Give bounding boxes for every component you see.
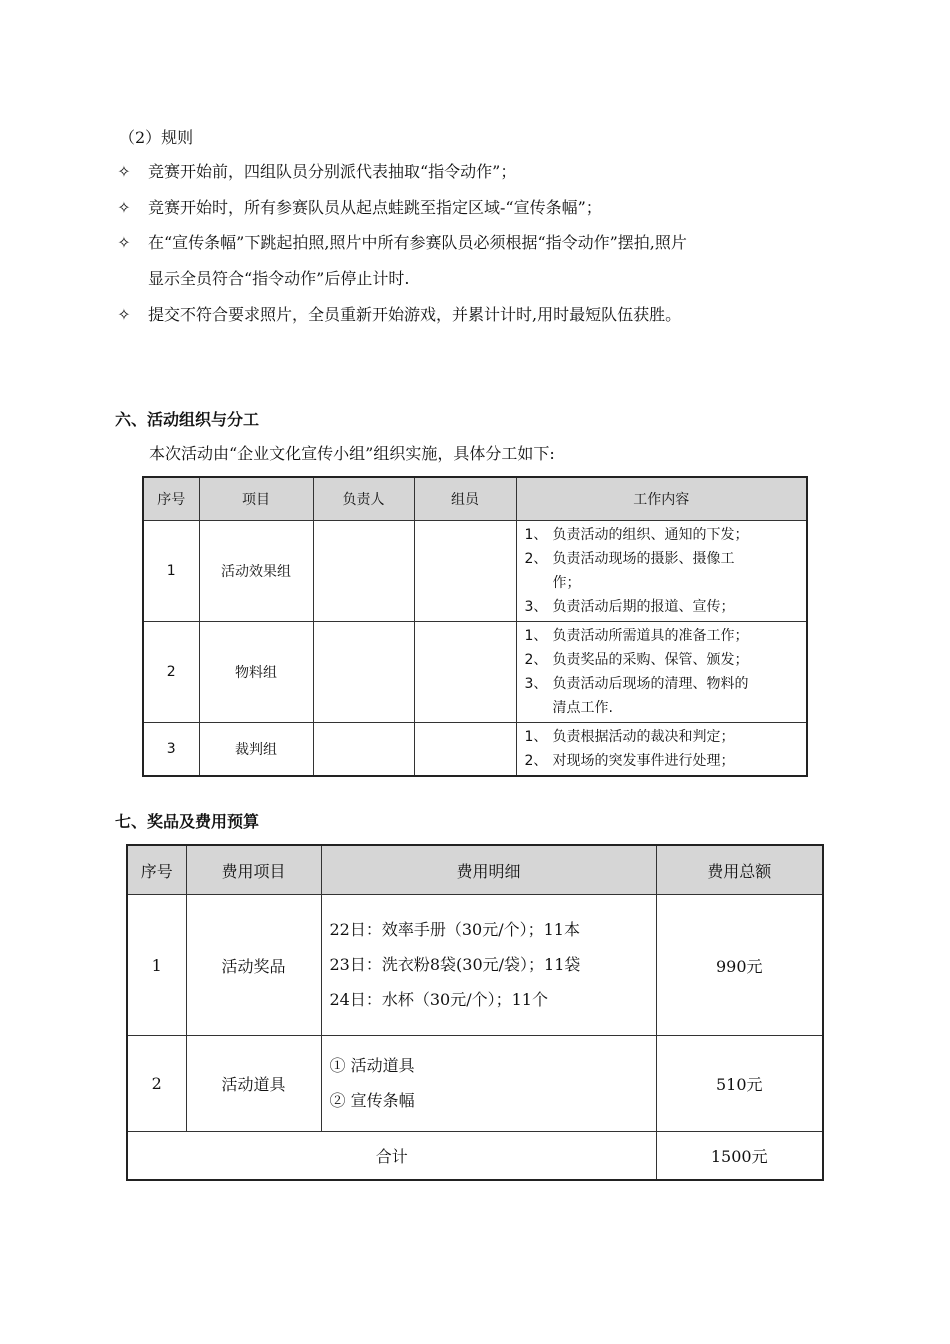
duty-item: 3、 负责活动后现场的清理、物料的 清点工作. [524, 676, 749, 716]
group-name: 裁判组 [199, 723, 313, 777]
sum-total: 1500元 [656, 1132, 823, 1180]
row-number: 2 [127, 1036, 186, 1132]
detail-line: 22日：效率手册（30元/个）；11本 [329, 920, 580, 939]
table-row [143, 521, 807, 622]
detail-line: 24日：水杯（30元/个）；11个 [329, 990, 548, 1009]
row-number: 1 [143, 521, 199, 622]
duty-item: 2、 负责奖品的采购、保管、颁发； [524, 652, 749, 668]
col-header: 组员 [414, 477, 516, 521]
duties-cell [516, 622, 807, 723]
duty-item: 2、 负责活动现场的摄影、摄像工 作； [524, 551, 735, 591]
col-header: 序号 [143, 477, 199, 521]
duty-item: 3、 负责活动后期的报道、宣传； [524, 599, 735, 615]
members-cell [414, 723, 516, 777]
expense-details [321, 1036, 656, 1132]
rule-text: 提交不符合要求照片，全员重新开始游戏，并累计计时,用时最短队伍获胜。 [148, 305, 682, 324]
row-number: 1 [127, 895, 186, 1036]
diamond-bullet-icon: ✧ [117, 198, 131, 217]
rule-text-continuation: 显示全员符合“指令动作”后停止计时. [148, 269, 410, 288]
diamond-bullet-icon: ✧ [117, 305, 131, 324]
duty-item: 1、 负责活动所需道具的准备工作； [524, 628, 749, 644]
table-row [143, 622, 807, 723]
expense-details [321, 895, 656, 1036]
col-header: 项目 [199, 477, 313, 521]
section7-heading: 七、奖品及费用预算 [115, 812, 260, 831]
col-header: 费用明细 [321, 845, 656, 895]
table-row [127, 1036, 823, 1132]
section6-intro: 本次活动由“企业文化宣传小组”组织实施，具体分工如下: [149, 444, 555, 463]
duty-item: 2、 对现场的突发事件进行处理； [524, 753, 735, 769]
budget-table [126, 844, 824, 1181]
table-header-row [127, 845, 823, 895]
section6-heading: 六、活动组织与分工 [115, 410, 260, 429]
group-name: 物料组 [199, 622, 313, 723]
detail-line: ① 活动道具 [329, 1056, 415, 1075]
diamond-bullet-icon: ✧ [117, 162, 131, 181]
members-cell [414, 521, 516, 622]
duties-cell [516, 723, 807, 777]
rule-text: 竞赛开始时，所有参赛队员从起点蛙跳至指定区域-“宣传条幅”； [148, 198, 602, 217]
owner-cell [313, 521, 414, 622]
col-header: 工作内容 [516, 477, 807, 521]
col-header: 费用项目 [186, 845, 321, 895]
col-header: 序号 [127, 845, 186, 895]
members-cell [414, 622, 516, 723]
rule-item [0, 305, 950, 325]
expense-total: 990元 [656, 895, 823, 1036]
rule-item [0, 198, 950, 218]
expense-item: 活动道具 [186, 1036, 321, 1132]
table-row [127, 895, 823, 1036]
rule-text: 在“宣传条幅”下跳起拍照,照片中所有参赛队员必须根据“指令动作”摆拍,照片 [148, 233, 687, 252]
owner-cell [313, 723, 414, 777]
rule-item [0, 233, 950, 253]
expense-total: 510元 [656, 1036, 823, 1132]
duty-item: 1、 负责根据活动的裁决和判定； [524, 729, 735, 745]
diamond-bullet-icon: ✧ [117, 233, 131, 252]
rules-title: （2）规则 [119, 128, 194, 147]
sum-label: 合计 [127, 1132, 656, 1180]
duty-item: 1、 负责活动的组织、通知的下发； [524, 527, 749, 543]
rule-item [0, 162, 950, 182]
owner-cell [313, 622, 414, 723]
expense-item: 活动奖品 [186, 895, 321, 1036]
detail-line: ② 宣传条幅 [329, 1091, 415, 1110]
sum-row [127, 1132, 823, 1180]
row-number: 3 [143, 723, 199, 777]
group-name: 活动效果组 [199, 521, 313, 622]
division-table [142, 476, 808, 777]
table-header-row [143, 477, 807, 521]
rule-text: 竞赛开始前，四组队员分别派代表抽取“指令动作”； [148, 162, 517, 181]
duties-cell [516, 521, 807, 622]
table-row [143, 723, 807, 777]
row-number: 2 [143, 622, 199, 723]
col-header: 负责人 [313, 477, 414, 521]
detail-line: 23日：洗衣粉8袋(30元/袋）；11袋 [329, 955, 581, 974]
col-header: 费用总额 [656, 845, 823, 895]
